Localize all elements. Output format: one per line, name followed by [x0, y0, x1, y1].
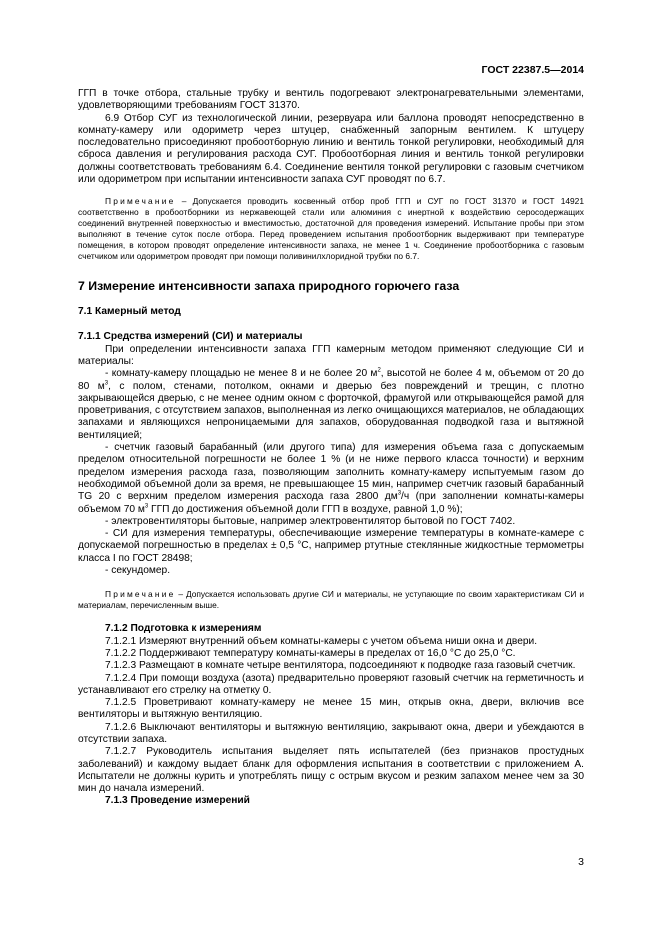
note-1	[78, 196, 584, 262]
item-counter-part-b: /ч (при заполнении комнаты-камеры объемом 70 м	[78, 491, 584, 515]
paragraph-7-1-2-2: 7.1.2.2 Поддерживают температуру комнаты-камеры в пределах от 16,0 °С до 25,0 °С.	[105, 647, 516, 659]
item-counter-part-c: ГГП до достижения объемной доли ГГП в воздухе, равной 1,0 %);	[148, 503, 463, 515]
subsection-7-1-2-heading: 7.1.2 Подготовка к измерениям	[105, 623, 262, 635]
paragraph-7-1-2-3: 7.1.2.3 Размещают в комнате четыре вентилятора, подсоединяют к подводке газа газовый счетчик.	[105, 660, 576, 672]
list-item-fans: - электровентиляторы бытовые, например электровентилятор бытовой по ГОСТ 7402.	[105, 515, 516, 527]
note-label: Примечание	[105, 196, 176, 207]
list-item-counter	[78, 442, 584, 516]
paragraph-7-1-1-intro: При определении интенсивности запаха ГГП камерным методом применяют следующие СИ и материалы:	[78, 343, 584, 367]
subsection-7-1-1-heading: 7.1.1 Средства измерений (СИ) и материалы	[78, 331, 303, 343]
superscript: 2	[377, 367, 381, 374]
paragraph-7-1-2-4: 7.1.2.4 При помощи воздуха (азота) предварительно проверяют газовый счетчик на герметичность и устанавливают его стрелку на отметку 0.	[78, 672, 584, 696]
note-2	[78, 589, 584, 611]
paragraph-6-9: 6.9 Отбор СУГ из технологической линии, резервуара или баллона проводят непосредственно в комнату-камеру или одориметр через штуцер, снабженный запорным вентилем. К штуцеру последовательно присоединяют пробоотборную линию и вентиль тонкой регулировки, необходимый для сброса давления и регулирования расхода СУГ. Пробоотборная линия и вентиль тонкой регулировки должны соответствовать требованиям 6.4. Соединение вентиля тонкой регулировки с газовым счетчиком или одориметром при испытании интенсивности запаха СУГ проводят по 6.7.	[78, 112, 584, 186]
superscript: 3	[397, 490, 402, 497]
superscript: 3	[144, 503, 149, 510]
subsection-7-1-3-heading: 7.1.3 Проведение измерений	[105, 795, 250, 807]
list-item-stopwatch: - секундомер.	[105, 565, 171, 577]
paragraph-7-1-2-1: 7.1.2.1 Измеряют внутренний объем комнаты-камеры с учетом объема ниши окна и двери.	[105, 635, 538, 647]
paragraph-continuation: ГГП в точке отбора, стальные трубку и вентиль подогревают электронагревательными элементами, удовлетворяющими требованиям ГОСТ 31370.	[78, 88, 584, 112]
note-text: – Допускается использовать другие СИ и материалы, не уступающие по своим характеристикам СИ и материалам, перечисленным выше.	[78, 589, 584, 611]
note-text: – Допускается проводить косвенный отбор проб ГГП и СУГ по ГОСТ 31370 и ГОСТ 14921 соответственно в пробоотборники из нержавеющей стали или алюминия с инертной к воздействию серосодержащих соединений внутренней поверхностью и вместимостью, достаточной для проведения измерений. Испытание пробы при этом выполняют в течение суток после отбора. Перед проведением испытания пробоотборник выдерживают при температуре помещения, в котором проводят определение интенсивности запаха, не менее 1 ч. Соединение пробоотборника с газовым счетчиком или одориметром проводят при помощи поливинилхлоридной трубки по 6.7.	[78, 196, 584, 262]
document-header: ГОСТ 22387.5—2014	[481, 64, 584, 76]
item-room-part-a: - комнату-камеру площадью не менее 8 и не более 20 м	[105, 368, 378, 380]
paragraph-7-1-2-6: 7.1.2.6 Выключают вентиляторы и вытяжную вентиляцию, закрывают окна, двери и убеждаются в отсутствии запаха.	[78, 721, 584, 745]
superscript: 3	[104, 380, 109, 387]
list-item-room	[78, 368, 584, 442]
note-label: Примечание	[105, 589, 176, 600]
subsection-7-1-heading: 7.1 Камерный метод	[78, 306, 181, 318]
item-counter-part-a: - счетчик газовый барабанный (или другого типа) для измерения объема газа с допускаемым пределом относительной погрешности не более 1 % (и не ниже первого класса точности) и верхним пределом измерения расхода газа, позволяющим заполнить комнату-камеру испытуемым газом до необходимой объемной доли за время, не превышающее 15 мин, например счетчик газовый барабанный TG 20 с верхним пределом измерения расхода газа 2800 дм	[78, 442, 584, 503]
item-room-part-b: , высотой не более 4 м, объемом от 20 до 80 м	[78, 368, 585, 392]
paragraph-7-1-2-5: 7.1.2.5 Проветривают комнату-камеру не менее 15 мин, открыв окна, двери, включив все вентиляторы и вытяжную вентиляцию.	[78, 697, 584, 721]
paragraph-7-1-2-7: 7.1.2.7 Руководитель испытания выделяет пять испытателей (без признаков простудных заболеваний) и каждому выдает бланк для оформления испытания в соответствии с приложением А. Испытатели не должны курить и употреблять пищу с острым вкусом и резким запахом менее чем за 30 мин до начала измерений.	[78, 746, 584, 795]
section-7-heading: 7 Измерение интенсивности запаха природного горючего газа	[78, 279, 460, 294]
document-body	[78, 88, 584, 808]
item-room-part-c: , с полом, стенами, потолком, окнами и дверью без повреждений и трещин, с плотно закрывающейся дверью, с не менее одним окном с форточкой, фрамугой или открывающейся рамой для проветривания, с отсутствием запахов, выполненная из легко очищающихся материалов, не обладающих запахами и являющихся непроницаемыми для запахов, оборудованная подводкой газа и вытяжной вентиляцией;	[78, 380, 584, 441]
list-item-thermometer: - СИ для измерения температуры, обеспечивающие измерение температуры в комнате-камере с допускаемой погрешностью в пределах ± 0,5 °С, например ртутные стеклянные жидкостные термометры класса I по ГОСТ 28498;	[78, 528, 584, 564]
page-number: 3	[578, 856, 584, 868]
